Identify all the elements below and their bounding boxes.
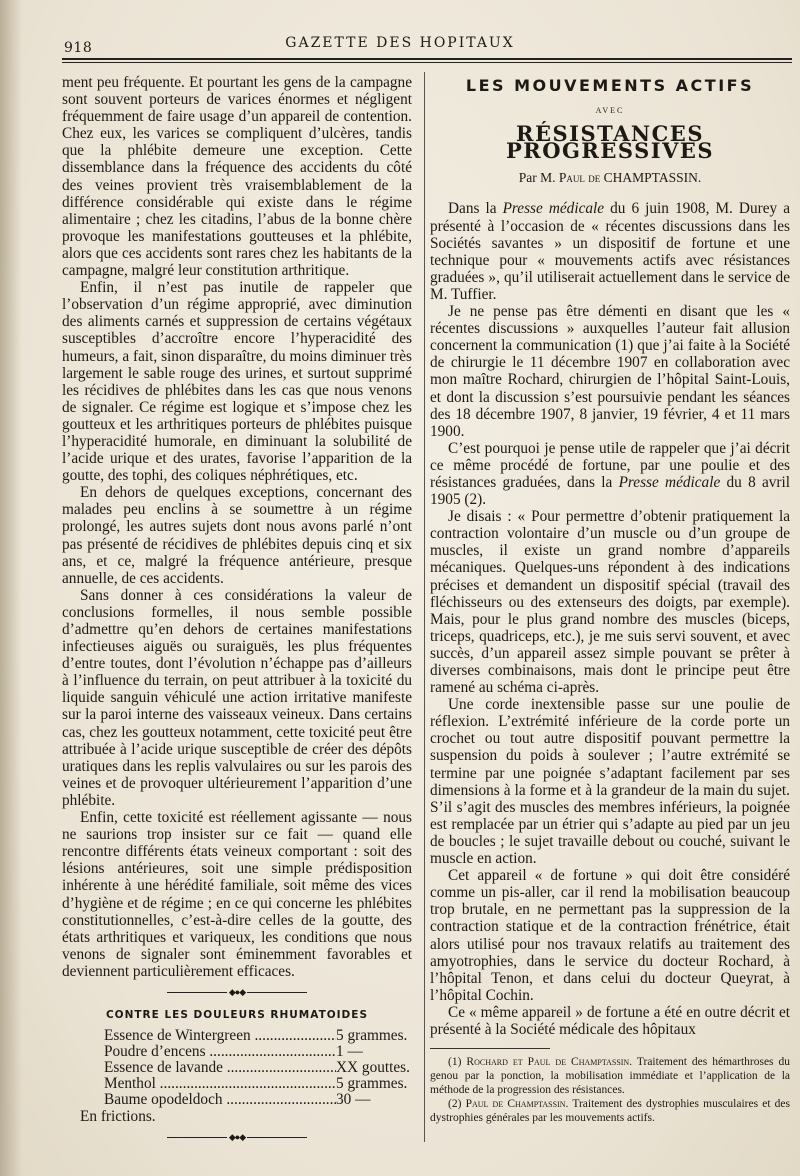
- section-ornament: ◆●◆: [62, 1129, 412, 1146]
- paragraph: Enfin, cette toxicité est réellement agissante — nous ne saurions trop insister sur ce fait — quand elle rencontre différents états veineux comportant : soit des lésions antérieures, soit une simple prédisposition inhérente à une hérédité familiale, soit même des vices d’hygiène et de régime ; en ce qui concerne les phlébites constitutionnelles, c’est-à-dire celles de la goutte, des états arthritiques et variqueux, les conditions que nous venons de signaler sont éminemment favorables et deviennent particulièrement efficaces.: [62, 809, 412, 980]
- page-edge-shadow: [0, 0, 22, 1176]
- recipe-title: CONTRE LES DOULEURS RHUMATOIDES: [105, 1009, 369, 1022]
- running-header: GAZETTE DES HOPITAUX: [285, 35, 515, 51]
- ingredient-amount: 5 grammes.: [336, 1027, 408, 1045]
- header-rule: [62, 58, 792, 63]
- paragraph: Je disais : « Pour permettre d’obtenir pratiquement la contraction volontaire d’un muscle ou d’un groupe de muscles, il existe un grand nombre d’appareils mécaniques. Quelques-uns répondent à des indications précises et demandent un dispositif spécial (travail des fléchisseurs ou des extenseurs des doigts, par exemple). Mais, pour le plus grand nombre des muscles (biceps, triceps, quadriceps, etc.), je me suis servi souvent, et avec succès, d’un appareil assez simple pouvant se prêter à diverses combinaisons, mais dont le principe peut être ramené au schéma ci-après.: [430, 508, 790, 697]
- footnote: (2) Paul de Champtassin. Traitement des dystrophies musculaires et des dystrophies générales par les mouvements actifs.: [430, 1098, 790, 1125]
- paragraph: C’est pourquoi je pense utile de rappeler que j’ai décrit ce même procédé de fortune, par une poulie et des résistances graduées, dans la Presse médicale du 8 avril 1905 (2).: [430, 439, 791, 509]
- ingredient-amount: 1 —: [336, 1043, 363, 1061]
- recipe-row: [62, 1044, 412, 1060]
- page-number: 918: [64, 40, 93, 56]
- ingredient-name: Baume opodeldoch .....: [104, 1092, 336, 1108]
- ingredient-amount: XX gouttes.: [336, 1059, 410, 1077]
- recipe-usage: En frictions.: [80, 1108, 156, 1126]
- article-title: LES MOUVEMENTS ACTIFS: [465, 76, 755, 95]
- recipe-row: [62, 1092, 412, 1108]
- paragraph: En dehors de quelques exceptions, concernant des malades peu enclins à se soumettre à un régime prolongé, les autres sujets dont nous avons parlé n’ont pas présenté de récidives de phlébites depuis cinq et six ans, et ce, malgré la fréquence antérieure, presque annuelle, de ces accidents.: [62, 484, 412, 587]
- column-divider: [424, 72, 425, 1142]
- section-ornament: ◆●◆: [62, 984, 412, 1001]
- paragraph: Je ne pense pas être démenti en disant que les « récentes discussions » auxquelles l’auteur fait allusion concernent la communication (1) que j’ai faite à la Société de chirurgie le 11 décembre 1907 en collaboration avec mon maître Rochard, chirurgien de l’hôpital Saint-Louis, et dont la discussion s’est poursuivie pendant les séances des 18 décembre 1907, 8 janvier, 19 février, 4 et 11 mars 1900.: [430, 303, 790, 440]
- right-column: [430, 74, 790, 1125]
- paragraph: Cet appareil « de fortune » qui doit être considéré comme un pis-aller, car il rend la mobilisation beaucoup trop brutale, en ne permettant pas la suppression de la contraction statique et de la contraction frénétrice, était alors utilisé pour nos travaux relatifs au traitement des amyotrophies, dans le service du docteur Rochard, à l’hôpital Tenon, et dans celui du docteur Queyrat, à l’hôpital Cochin.: [430, 867, 790, 1004]
- recipe-row: [62, 1076, 412, 1092]
- ingredient-name: Menthol .....: [104, 1076, 336, 1092]
- footnote: (1) Rochard et Paul de Champtassin. Traitement des hémarthroses du genou par la ponction, la mobilisation immédiate et l’application de la méthode de la progression des résistances.: [430, 1056, 791, 1097]
- paragraph: Ce « même appareil » de fortune a été en outre décrit et présenté à la Société médicale des hôpitaux: [430, 1003, 790, 1038]
- ingredient-amount: 30 —: [336, 1091, 371, 1109]
- paragraph: Sans donner à ces considérations la valeur de conclusions formelles, il nous semble possible d’admettre qu’en dehors de certaines manifestations infectieuses aiguës ou suraiguës, les plus fréquentes d’entre toutes, dont l’évolution n’échappe pas d’ailleurs à l’influence du terrain, on peut attribuer à la toxicité du liquide sanguin véhiculé une action irritative manifeste sur la paroi interne des vaisseaux veineux. Dans certains cas, chez les goutteux notamment, cette toxicité peut être attribuée à l’acide urique susceptible de créer des dépôts uratiques dans les replis valvulaires ou sur les parois des veines et de provoquer ultérieurement l’apparition d’une phlébite.: [62, 586, 412, 809]
- ingredient-amount: 5 grammes.: [336, 1075, 408, 1093]
- article-title-connector: AVEC: [595, 106, 625, 116]
- paragraph: Enfin, il n’est pas inutile de rappeler que l’observation d’un régime approprié, avec diminution des aliments carnés et suppression de certains végétaux susceptibles d’accroître encore l’hyperacidité des humeurs, a fait, sinon disparaître, du moins diminuer très largement le sable rouge des urines, et surtout supprimé les récidives de phlébites dans les cas que nous venons de signaler. Ce régime est logique et s’impose chez les goutteux et les arthritiques porteurs de phlébites puisque l’hyperacidité humorale, en diminuant la solubilité de l’acide urique et des urates, favorise l’apparition de la goutte, des tophi, des coliques néphrétiques, etc.: [62, 279, 412, 485]
- recipe-row: [62, 1028, 412, 1044]
- paragraph: Une corde inextensible passe sur une poulie de réflexion. L’extrémité inférieure de la corde porte un crochet ou tout autre dispositif pouvant permettre la suspension du poids à soulever ; l’autre extrémité se termine par une poignée s’adaptant facilement par ses dimensions à la forme et à la grandeur de la main du sujet. S’il s’agit des muscles des membres inférieurs, la poignée est remplacée par un étrier qui s’adapte au pied par un jeu de boucles ; le sujet travaille debout ou couché, suivant le muscle en action.: [430, 696, 790, 868]
- ingredient-name: Essence de Wintergreen .....: [104, 1028, 336, 1044]
- article-author: Par M. Paul de CHAMPTASSIN.: [518, 170, 702, 186]
- ingredient-name: Poudre d’encens .....: [104, 1044, 336, 1060]
- recipe-row: [62, 1060, 412, 1076]
- footnote-rule: [430, 1048, 550, 1049]
- paragraph: Dans la Presse médicale du 6 juin 1908, M. Durey a présenté à l’occasion de « récentes discussions dans les Sociétés savantes » un dispositif de fortune et une technique pour « mouvements actifs avec résistances graduées », qu’il utiliserait actuellement dans le service de M. Tuffier.: [430, 200, 790, 303]
- paragraph: ment peu fréquente. Et pourtant les gens de la campagne sont souvent porteurs de varices énormes et négligent fréquemment de faire usage d’un appareil de contention. Chez eux, les varices se compliquent d’ulcères, tandis que la phlébite demeure une exception. Cette dissemblance dans la fréquence des accidents du côté des veines provient très vraisemblablement de la différence considérable qui existe dans le régime alimentaire ; chez les citadins, l’abus de la bonne chère provoque les manifestations goutteuses et la phlébite, alors que ces accidents sont rares chez les habitants de la campagne, malgré leur constitution arthritique.: [62, 74, 412, 280]
- ingredient-name: Essence de lavande .....: [104, 1060, 336, 1076]
- left-column: [62, 74, 412, 1150]
- article-title-large: RÉSISTANCES PROGRESSIVES: [505, 121, 715, 164]
- recipe-list: [62, 1028, 412, 1108]
